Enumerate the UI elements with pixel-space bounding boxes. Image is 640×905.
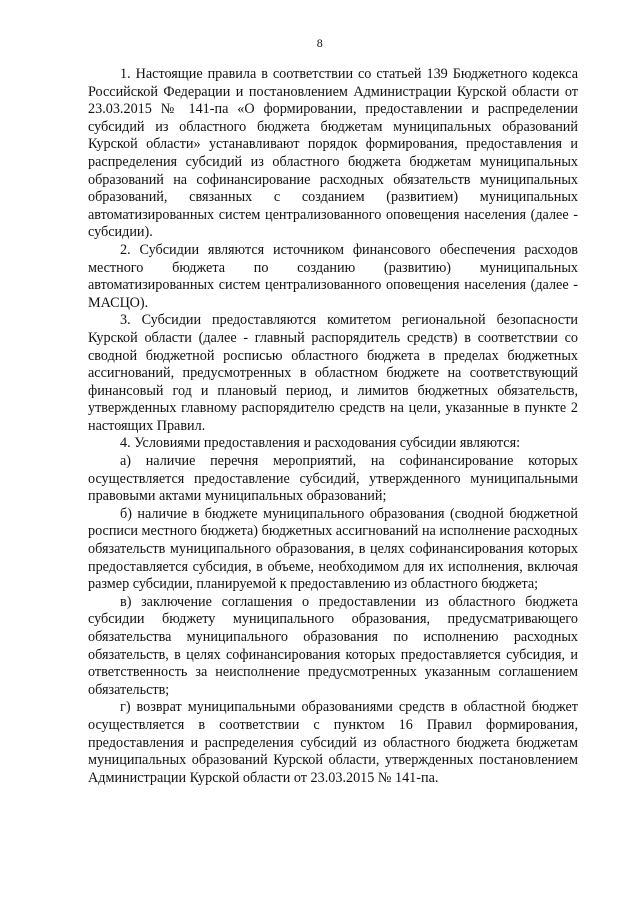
paragraph-3: 3. Субсидии предоставляются комитетом региональной безопасности Курской области (далее - главный распорядитель средств) в соответствии со сводной бюджетной росписью областного бюджета в пределах бюджетных ассигнований, предусмотренных в областном бюджете на соответствующий финансовый год и плановый период, и лимитов бюджетных обязательств, утвержденных главному распорядителю средств на цели, указанные в пункте 2 настоящих Правил.	[88, 312, 578, 434]
paragraph-4a: а) наличие перечня мероприятий, на софинансирование которых осуществляется предоставление субсидий, утвержденного муниципальными правовыми актами муниципальных образований;	[88, 453, 578, 505]
paragraph-4c: в) заключение соглашения о предоставлении из областного бюджета субсидии бюджету муниципального образования, предусматривающего обязательства муниципального образования по исполнению расходных обязательств, в целях софинансирования которых предоставляется субсидия, и ответственность за неисполнение предусмотренных указанным соглашением обязательств;	[88, 593, 578, 698]
paragraph-1: 1. Настоящие правила в соответствии со статьей 139 Бюджетного кодекса Российской Федерации и постановлением Администрации Курской области от 23.03.2015 № 141-па «О формировании, предоставлении и распределении субсидий из областного бюджета бюджетам муниципальных образований Курской области» устанавливают порядок формирования, предоставления и распределения субсидий из областного бюджета бюджетам муниципальных образований на софинансирование расходных обязательств муниципальных образований, связанных с созданием (развитием) муниципальных автоматизированных систем централизованного оповещения населения (далее - субсидии).	[88, 66, 578, 241]
paragraph-4d: г) возврат муниципальными образованиями средств в областной бюджет осуществляется в соответствии с пунктом 16 Правил формирования, предоставления и распределения субсидий из областного бюджета бюджетам муниципальных образований Курской области, утвержденных постановлением Администрации Курской области от 23.03.2015 № 141-па.	[88, 699, 578, 786]
page-number: 8	[316, 36, 324, 50]
document-body	[88, 66, 578, 787]
paragraph-4: 4. Условиями предоставления и расходования субсидии являются:	[120, 435, 521, 452]
paragraph-4b: б) наличие в бюджете муниципального образования (сводной бюджетной росписи местного бюджета) бюджетных ассигнований на исполнение расходных обязательств муниципального образования, в целях софинансирования которых предоставляется субсидия, в объеме, необходимом для их исполнения, включая размер субсидии, планируемой к предоставлению из областного бюджета;	[88, 505, 578, 593]
paragraph-2: 2. Субсидии являются источником финансового обеспечения расходов местного бюджета по созданию (развитию) муниципальных автоматизированных систем централизованного оповещения населения (далее - МАСЦО).	[88, 241, 578, 311]
